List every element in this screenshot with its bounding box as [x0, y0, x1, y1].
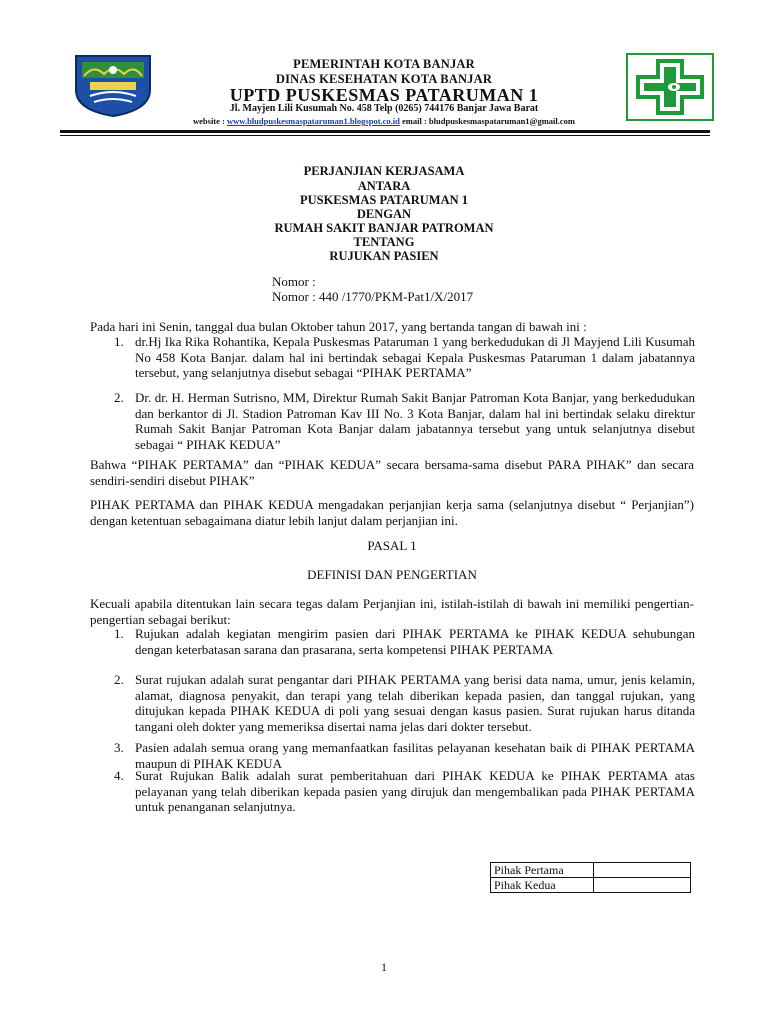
pasal-title: DEFINISI DAN PENGERTIAN: [307, 567, 477, 582]
signature-table: [490, 862, 691, 893]
table-row: [491, 863, 691, 878]
title-line-3: PUSKESMAS PATARUMAN 1: [299, 193, 469, 207]
definition-2-number: 2.: [114, 672, 124, 687]
header-web-line: [0, 116, 768, 126]
definition-3-number: 3.: [114, 740, 124, 755]
nomor-line-2: Nomor : 440 /1770/PKM-Pat1/X/2017: [272, 289, 474, 304]
signature-box-pihak-kedua[interactable]: [594, 878, 691, 893]
definition-3-text: Pasien adalah semua orang yang memanfaatkan fasilitas pelayanan kesehatan baik di PIHAK PERTAMA maupun di PIHAK KEDUA: [135, 740, 695, 771]
title-line-6: TENTANG: [353, 235, 415, 249]
signature-label-pihak-pertama: Pihak Pertama: [491, 863, 594, 878]
definition-4-number: 4.: [114, 768, 124, 783]
bahwa-paragraph: Bahwa “PIHAK PERTAMA” dan “PIHAK KEDUA” secara bersama-sama disebut PARA PIHAK” dan secara sendiri-sendiri disebut PIHAK”: [90, 457, 694, 488]
table-row: [491, 878, 691, 893]
website-label: website :: [193, 116, 227, 126]
header-address: Jl. Mayjen Lili Kusumah No. 458 Telp (0265) 744176 Banjar Jawa Barat: [229, 103, 539, 114]
definition-4-text: Surat Rujukan Balik adalah surat pemberitahuan dari PIHAK KEDUA ke PIHAK PERTAMA atas pelayanan yang telah diberikan kepada pasien yang dirujuk dan mengembalikan pada PIHAK PERTAMA untuk penanganan selanjutnya.: [135, 768, 695, 815]
title-line-4: DENGAN: [356, 207, 412, 221]
title-line-2: ANTARA: [357, 179, 411, 193]
title-line-5: RUMAH SAKIT BANJAR PATROMAN: [274, 221, 494, 235]
perjanjian-paragraph: PIHAK PERTAMA dan PIHAK KEDUA mengadakan perjanjian kerja sama (selanjutnya disebut “ Perjanjian”) dengan ketentuan sebagaimana diatur lebih lanjut dalam perjanjian ini.: [90, 497, 694, 528]
nomor-line-1: Nomor :: [272, 274, 316, 289]
signature-label-pihak-kedua: Pihak Kedua: [491, 878, 594, 893]
header-dept: DINAS KESEHATAN KOTA BANJAR: [275, 72, 493, 86]
title-line-1: PERJANJIAN KERJASAMA: [303, 164, 465, 178]
intro-paragraph: Pada hari ini Senin, tanggal dua bulan Oktober tahun 2017, yang bertanda tangan di bawah ini :: [90, 319, 587, 334]
definition-1-text: Rujukan adalah kegiatan mengirim pasien dari PIHAK PERTAMA ke PIHAK KEDUA sehubungan dengan keterbatasan sarana dan prasarana, serta kompetensi PIHAK PERTAMA: [135, 626, 695, 657]
header-rule-thin: [60, 135, 710, 136]
pasal-heading: PASAL 1: [367, 538, 417, 553]
header-gov: PEMERINTAH KOTA BANJAR: [293, 57, 475, 71]
definition-2-text: Surat rujukan adalah surat pengantar dari PIHAK PERTAMA yang berisi data nama, umur, jenis kelamin, alamat, diagnosa penyakit, dan terapi yang telah diberikan kepada pasien, dan tanggal rujukan, yang ditujukan kepada PIHAK KEDUA di poli yang sesuai dengan kasus pasien. Surat rujukan harus ditanda tangani oleh dokter yang memeriksa disertai nama jelas dari dokter tersebut.: [135, 672, 695, 734]
party-2-number: 2.: [114, 390, 124, 405]
header-rule-thick: [60, 130, 710, 133]
header-unit: UPTD PUSKESMAS PATARUMAN 1: [229, 85, 539, 105]
definitions-intro: Kecuali apabila ditentukan lain secara tegas dalam Perjanjian ini, istilah-istilah di bawah ini memiliki pengertian-pengertian sebagai berikut:: [90, 596, 694, 627]
website-link[interactable]: www.bludpuskesmaspataruman1.blogspot.co.id: [227, 116, 400, 126]
title-line-7: RUJUKAN PASIEN: [329, 249, 439, 263]
party-1-number: 1.: [114, 334, 124, 349]
party-2-text: Dr. dr. H. Herman Sutrisno, MM, Direktur Rumah Sakit Banjar Patroman Kota Banjar, yang berkedudukan dan berkantor di Jl. Stadion Patroman Kav III No. 3 Kota Banjar, dalam hal ini bertindak selaku direktur Rumah Sakit Banjar Patroman Kota Banjar dalam jabatannya tersebut yang untuk selanjutnya disebut sebagai “ PIHAK KEDUA”: [135, 390, 695, 452]
definition-1-number: 1.: [114, 626, 124, 641]
signature-box-pihak-pertama[interactable]: [594, 863, 691, 878]
party-1-text: dr.Hj Ika Rika Rohantika, Kepala Puskesmas Pataruman 1 yang berkedudukan di Jl Mayjend Lili Kusumah No 458 Kota Banjar. dalam hal ini bertindak sebagai Kepala Puskesmas Pataruman 1 dalam jabatannya tersebut, yang selanjutnya disebut sebagai “PIHAK PERTAMA”: [135, 334, 695, 381]
page-number: 1: [381, 960, 387, 974]
email-text: email : bludpuskesmaspataruman1@gmail.com: [399, 116, 575, 126]
